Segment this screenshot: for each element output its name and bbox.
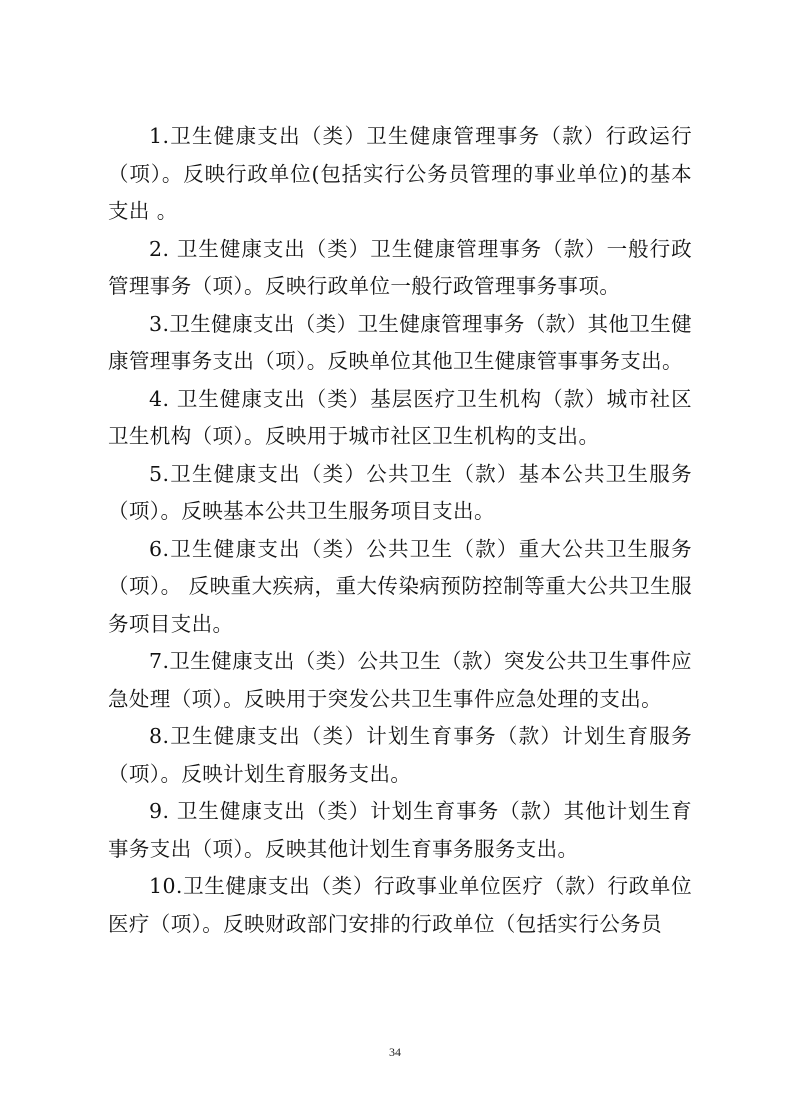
paragraph-8: 8.卫生健康支出（类）计划生育事务（款）计划生育服务（项）。反映计划生育服务支出。 bbox=[108, 724, 692, 786]
paragraph-7: 7.卫生健康支出（类）公共卫生（款）突发公共卫生事件应急处理（项）。反映用于突发公共卫生事件应急处理的支出。 bbox=[108, 649, 692, 711]
paragraph-1: 1.卫生健康支出（类）卫生健康管理事务（款）行政运行（项）。反映行政单位(包括实行公务员管理的事业单位)的基本支出 。 bbox=[108, 124, 693, 223]
document-body bbox=[108, 118, 692, 943]
page-number: 34 bbox=[389, 1045, 401, 1059]
paragraph-4: 4. 卫生健康支出（类）基层医疗卫生机构（款）城市社区卫生机构（项）。反映用于城市社区卫生机构的支出。 bbox=[108, 386, 692, 448]
paragraph-3: 3.卫生健康支出（类）卫生健康管理事务（款）其他卫生健康管理事务支出（项）。反映单位其他卫生健康管事事务支出。 bbox=[108, 311, 692, 373]
paragraph-2: 2. 卫生健康支出（类）卫生健康管理事务（款）一般行政管理事务（项）。反映行政单位一般行政管理事务事项。 bbox=[108, 236, 692, 298]
paragraph-10: 10.卫生健康支出（类）行政事业单位医疗（款）行政单位医疗（项）。反映财政部门安排的行政单位（包括实行公务员 bbox=[108, 874, 692, 936]
paragraph-9: 9. 卫生健康支出（类）计划生育事务（款）其他计划生育事务支出（项）。反映其他计划生育事务服务支出。 bbox=[108, 799, 692, 861]
paragraph-6: 6.卫生健康支出（类）公共卫生（款）重大公共卫生服务（项）。 反映重大疾病，重大传染病预防控制等重大公共卫生服务项目支出。 bbox=[108, 536, 692, 636]
paragraph-5: 5.卫生健康支出（类）公共卫生（款）基本公共卫生服务（项）。反映基本公共卫生服务项目支出。 bbox=[108, 461, 692, 523]
